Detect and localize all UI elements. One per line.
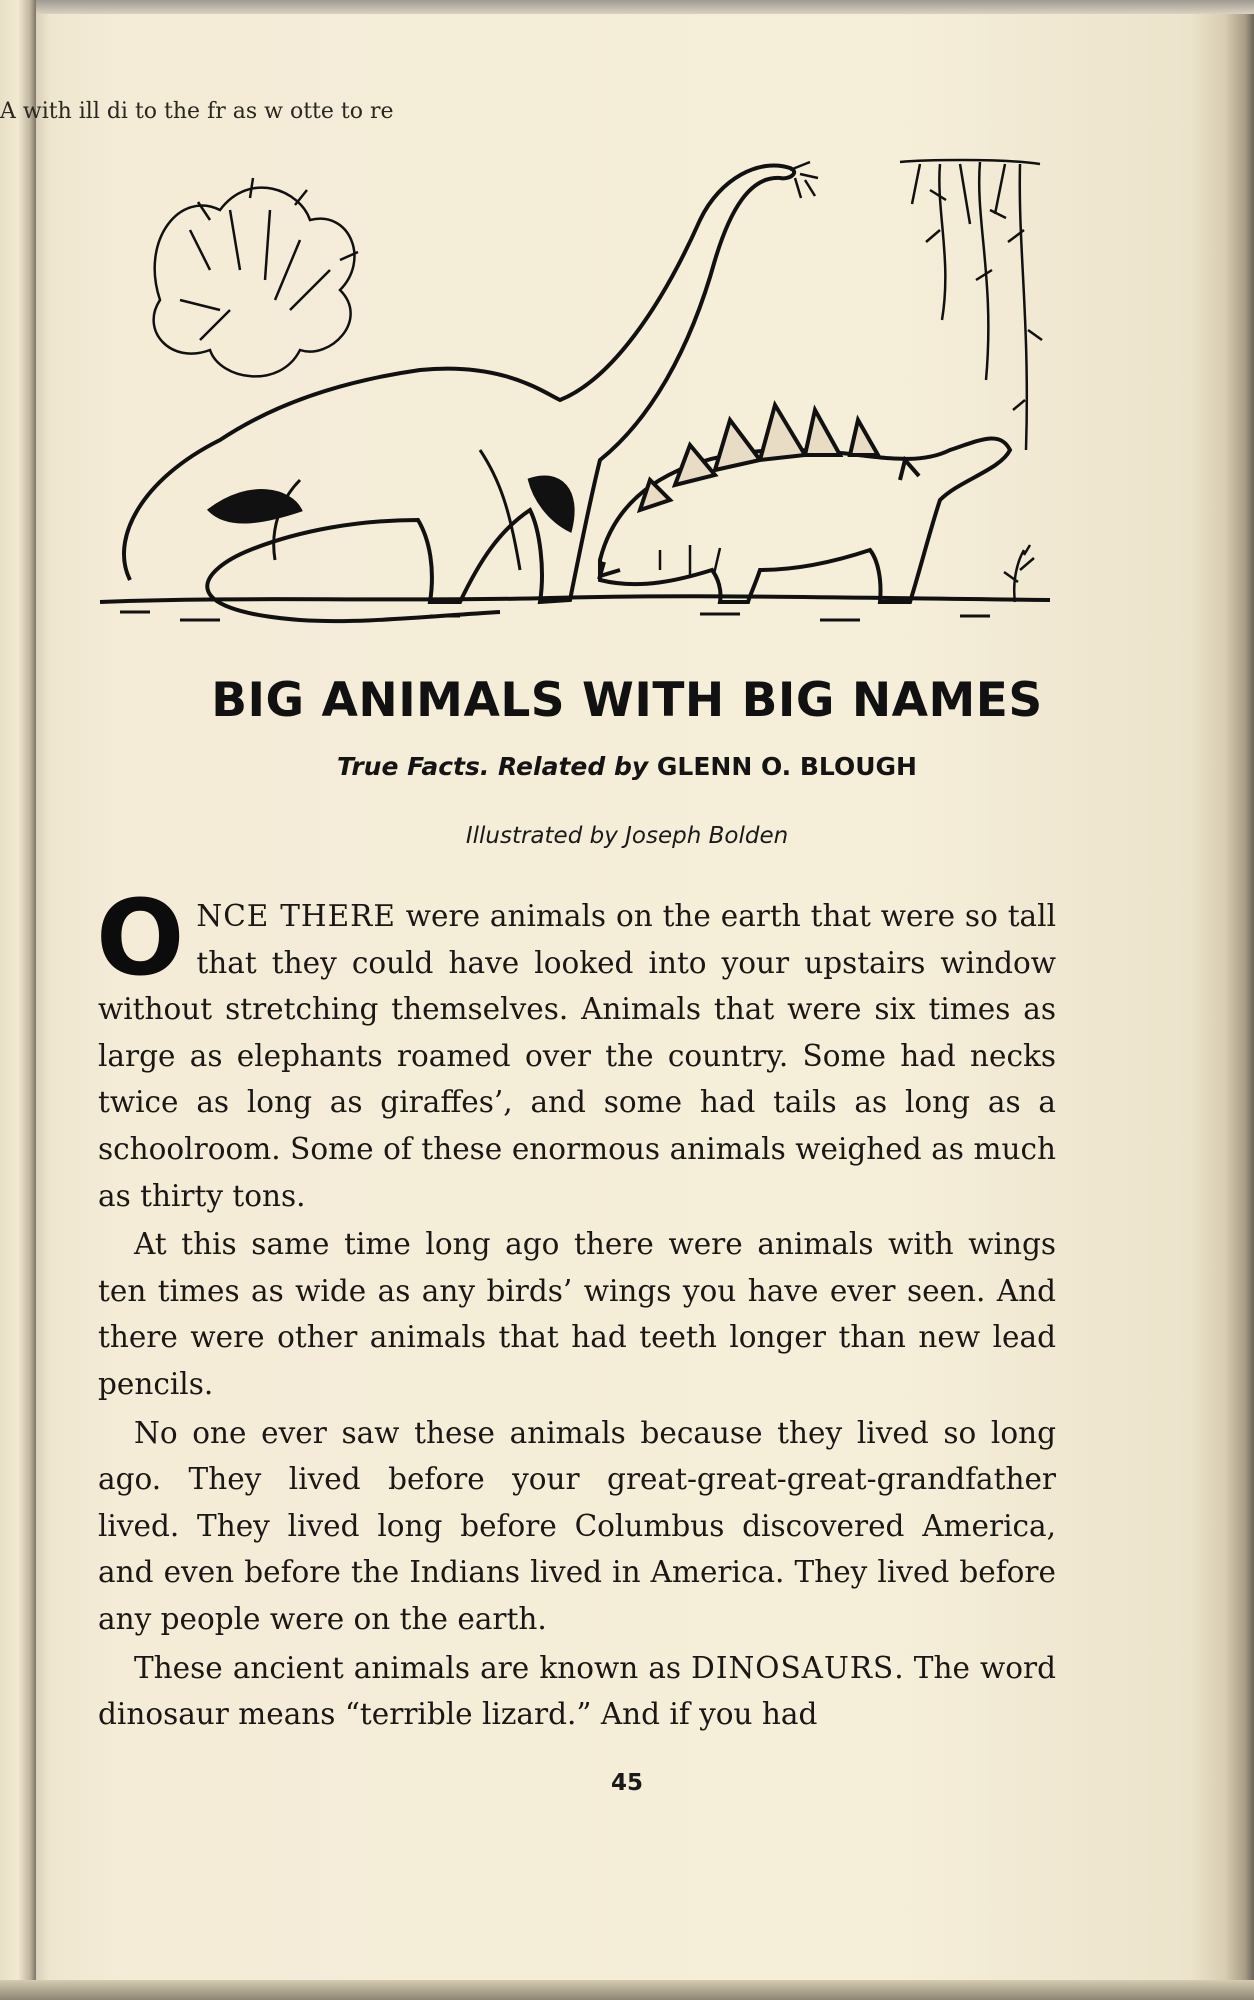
paragraph-4-start: These ancient animals are known as	[134, 1650, 692, 1685]
brontosaurus-icon	[124, 165, 794, 621]
paragraph-3: No one ever saw these animals because they lived so long ago. They lived before your great-great-great-grandfather lived. They lived long before Columbus discovered America, and even before the Indians lived in America. They lived before any people were on the earth.	[98, 1415, 1056, 1636]
tree-left-icon	[154, 178, 358, 376]
article-body	[96, 877, 1057, 1740]
byline	[0, 752, 1254, 781]
paragraph-4-end: . The word dinosaur means “terrible lizard.” And if you had	[98, 1650, 1057, 1732]
page-number: 45	[610, 1770, 643, 1796]
dinosaurs-illustration	[100, 150, 1050, 650]
byline-author: GLENN O. BLOUGH	[656, 752, 917, 781]
paragraph-4-smallcaps: DINOSAURS	[691, 1650, 895, 1685]
article-title: BIG ANIMALS WITH BIG NAMES	[211, 673, 1043, 728]
vines-right-icon	[900, 160, 1042, 450]
page-top-edge	[0, 0, 1254, 14]
ground-icon	[100, 596, 1050, 620]
page-bottom-edge	[0, 1980, 1254, 2000]
paragraph-4	[98, 1645, 1056, 1738]
illustrator-credit: Illustrated by Joseph Bolden	[465, 823, 789, 849]
previous-page-text-fragment: A with ill di to the fr as w otte to re	[0, 99, 394, 124]
paragraph-1	[96, 877, 1057, 1219]
paragraph-1-text: were animals on the earth that were so tall that they could have looked into your upstairs window without stretching themselves. Animals that were six times as large as elephants roamed over the country. Some had necks twice as long as giraffes’, and some had tails as long as a schoolroom. Some of these enormous animals weighed as much as thirty tons.	[98, 899, 1057, 1213]
byline-lead: True Facts. Related by	[337, 752, 649, 781]
leaves-icon	[790, 162, 818, 198]
paragraph-2: At this same time long ago there were animals with wings ten times as wide as any birds’ wings you have ever seen. And there were other animals that had teeth longer than new lead pencils.	[98, 1227, 1056, 1401]
stegosaurus-icon	[600, 405, 1010, 602]
drop-cap: O	[96, 877, 185, 999]
small-plant-icon	[1004, 545, 1034, 602]
paragraph-1-smallcaps: NCE THERE	[196, 899, 396, 933]
